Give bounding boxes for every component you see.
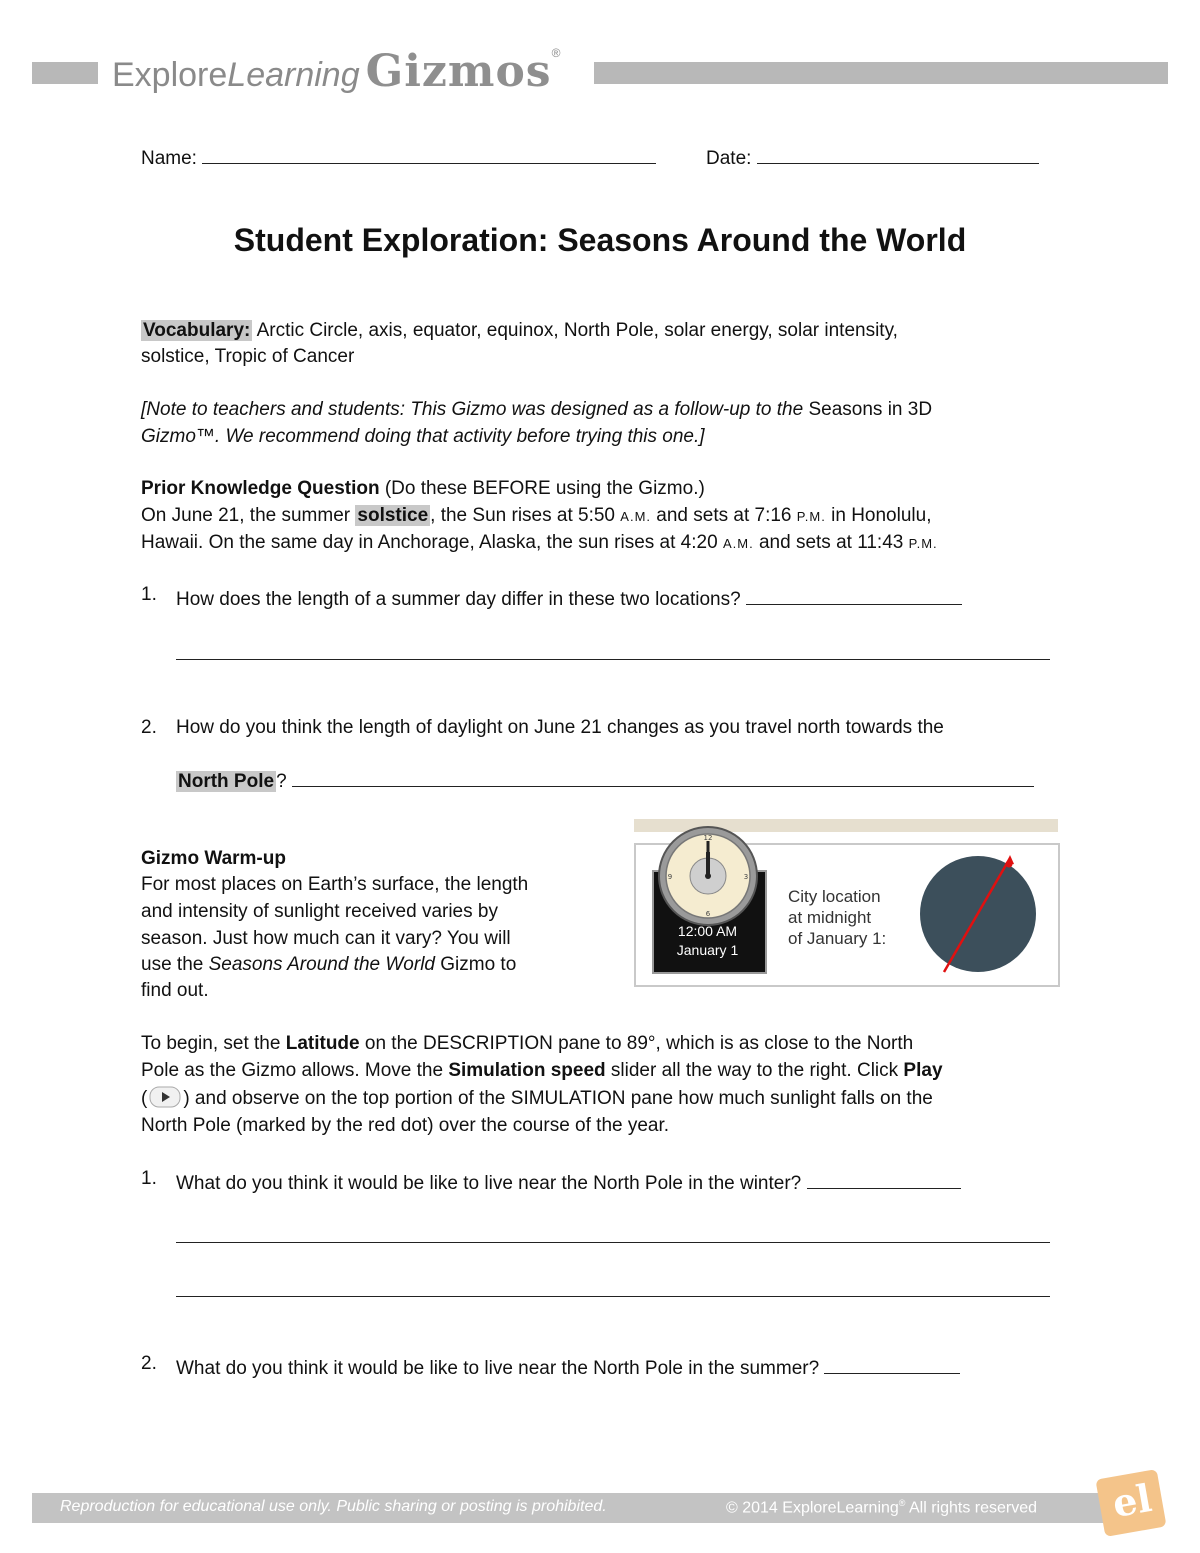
gizmo-name: Seasons Around the World: [208, 954, 435, 975]
warmup-line-3: season. Just how much can it vary? You will: [141, 928, 511, 949]
date-label: Date:: [706, 148, 752, 169]
question-mark: ?: [276, 771, 287, 792]
question-number: 2.: [141, 1353, 157, 1374]
question-text: [176, 1353, 960, 1380]
vocabulary-line-1: [141, 317, 898, 344]
prior-heading: Prior Knowledge Question: [141, 478, 380, 499]
answer-blank[interactable]: [292, 766, 1034, 787]
copyright-reg: ®: [898, 1498, 906, 1508]
city-caption-line: at midnight: [788, 908, 872, 927]
earth-globe-icon: [914, 852, 1040, 978]
brand-logo: [112, 46, 560, 97]
clock-date: January 1: [676, 942, 739, 958]
note-line-2: Gizmo™. We recommend doing that activity before trying this one.]: [141, 426, 705, 447]
latitude-term: Latitude: [285, 1033, 360, 1054]
footer-copyright: [726, 1498, 1037, 1517]
warmup-line-2: and intensity of sunlight received varies by: [141, 901, 498, 922]
warmup-line-5: find out.: [141, 980, 209, 1001]
prior-text: in Honolulu,: [825, 505, 932, 526]
clock-readout: [652, 922, 763, 960]
city-caption-line: of January 1:: [788, 929, 887, 948]
vocabulary-label: Vocabulary:: [143, 320, 251, 341]
warmup-line-1: For most places on Earth’s surface, the length: [141, 874, 529, 895]
clock-time: 12:00 AM: [677, 923, 738, 939]
answer-blank[interactable]: [176, 1222, 1050, 1243]
prior-line-2: [141, 529, 938, 557]
simulation-speed-term: Simulation speed: [448, 1060, 606, 1081]
copyright-text: © 2014 ExploreLearning: [726, 1499, 899, 1517]
instructions-line-1: [141, 1030, 913, 1057]
instructions-text: ) and observe on the top portion of the SIMULATION pane how much sunlight falls on the: [183, 1088, 933, 1109]
answer-blank[interactable]: [176, 1276, 1050, 1297]
pm-label: P.M.: [796, 509, 826, 524]
vocabulary-terms: Arctic Circle, axis, equator, equinox, North Pole, solar energy, solar intensity,: [252, 320, 898, 341]
warmup-question-2-text: What do you think it would be like to live near the North Pole in the summer?: [176, 1358, 820, 1379]
svg-text:9: 9: [667, 873, 673, 881]
prior-text: On June 21, the summer: [141, 505, 356, 526]
prior-heading-row: [141, 475, 705, 502]
clock-icon: [656, 824, 760, 928]
instructions-text: (: [141, 1088, 148, 1109]
play-term: Play: [903, 1060, 943, 1081]
answer-blank[interactable]: [176, 639, 1050, 660]
copyright-rights: All rights reserved: [905, 1499, 1038, 1517]
question-number: 1.: [141, 1168, 157, 1189]
warmup-text: Gizmo to: [434, 954, 517, 975]
instructions-text: on the DESCRIPTION pane to 89°, which is as close to the North: [359, 1033, 914, 1054]
city-caption-line: City location: [788, 887, 881, 906]
brand-reg: ®: [551, 46, 561, 60]
prior-line-1: [141, 502, 931, 530]
svg-text:3: 3: [743, 873, 749, 881]
note-line-1: [141, 396, 932, 423]
prior-text: , the Sun rises at 5:50: [430, 505, 621, 526]
name-label: Name:: [141, 148, 197, 169]
brand-learning: Learning: [227, 56, 360, 94]
question-text: [176, 1168, 961, 1195]
explorelearning-logo-text: el: [1109, 1474, 1155, 1527]
warmup-line-4: [141, 951, 516, 978]
am-label: A.M.: [620, 509, 652, 524]
north-pole-term: North Pole: [178, 771, 275, 792]
solstice-term: solstice: [357, 505, 429, 526]
prior-heading-note: (Do these BEFORE using the Gizmo.): [379, 478, 705, 499]
city-location-caption: [788, 886, 886, 949]
instructions-line-3: [141, 1085, 933, 1112]
date-field[interactable]: [757, 143, 1039, 164]
header-bar-right: [594, 62, 1168, 84]
brand-explore: Explore: [112, 56, 228, 94]
note-plain: Seasons in 3D: [808, 399, 933, 420]
prior-text: and sets at 7:16: [651, 505, 797, 526]
answer-blank[interactable]: [807, 1168, 961, 1189]
am-label: A.M.: [722, 536, 754, 551]
question-number: 1.: [141, 584, 157, 605]
vocabulary-line-2: solstice, Tropic of Cancer: [141, 346, 355, 367]
header-bar-left: [32, 62, 98, 84]
warmup-question-1-text: What do you think it would be like to live near the North Pole in the winter?: [176, 1173, 802, 1194]
instructions-text: slider all the way to the right. Click: [605, 1060, 904, 1081]
svg-text:6: 6: [705, 910, 711, 918]
warmup-text: use the: [141, 954, 209, 975]
play-icon: [147, 1086, 183, 1108]
name-field[interactable]: [202, 143, 656, 164]
page-title: Student Exploration: Seasons Around the World: [233, 222, 967, 258]
svg-text:12: 12: [703, 834, 713, 842]
instructions-line-4: North Pole (marked by the red dot) over the course of the year.: [141, 1115, 670, 1136]
date-row: [706, 143, 1039, 172]
pm-label: P.M.: [908, 536, 938, 551]
question-2-continuation: [176, 766, 1034, 793]
question-2-text: How do you think the length of daylight on June 21 changes as you travel north towards the: [176, 717, 944, 738]
brand-gizmos: Gizmos: [365, 46, 552, 97]
instructions-text: To begin, set the: [141, 1033, 286, 1054]
prior-text: and sets at 11:43: [753, 532, 909, 553]
answer-blank[interactable]: [746, 584, 962, 605]
question-text: [176, 584, 962, 611]
warmup-heading: Gizmo Warm-up: [141, 848, 286, 869]
instructions-text: Pole as the Gizmo allows. Move the: [141, 1060, 449, 1081]
prior-text: Hawaii. On the same day in Anchorage, Alaska, the sun rises at 4:20: [141, 532, 723, 553]
name-row: [141, 143, 656, 172]
question-number: 2.: [141, 717, 157, 738]
footer-notice: Reproduction for educational use only. Public sharing or posting is prohibited.: [60, 1498, 607, 1515]
instructions-line-2: [141, 1057, 943, 1084]
answer-blank[interactable]: [824, 1353, 960, 1374]
note-italic: [Note to teachers and students: This Gizmo was designed as a follow-up to the: [141, 399, 809, 420]
question-1-text: How does the length of a summer day differ in these two locations?: [176, 589, 741, 610]
